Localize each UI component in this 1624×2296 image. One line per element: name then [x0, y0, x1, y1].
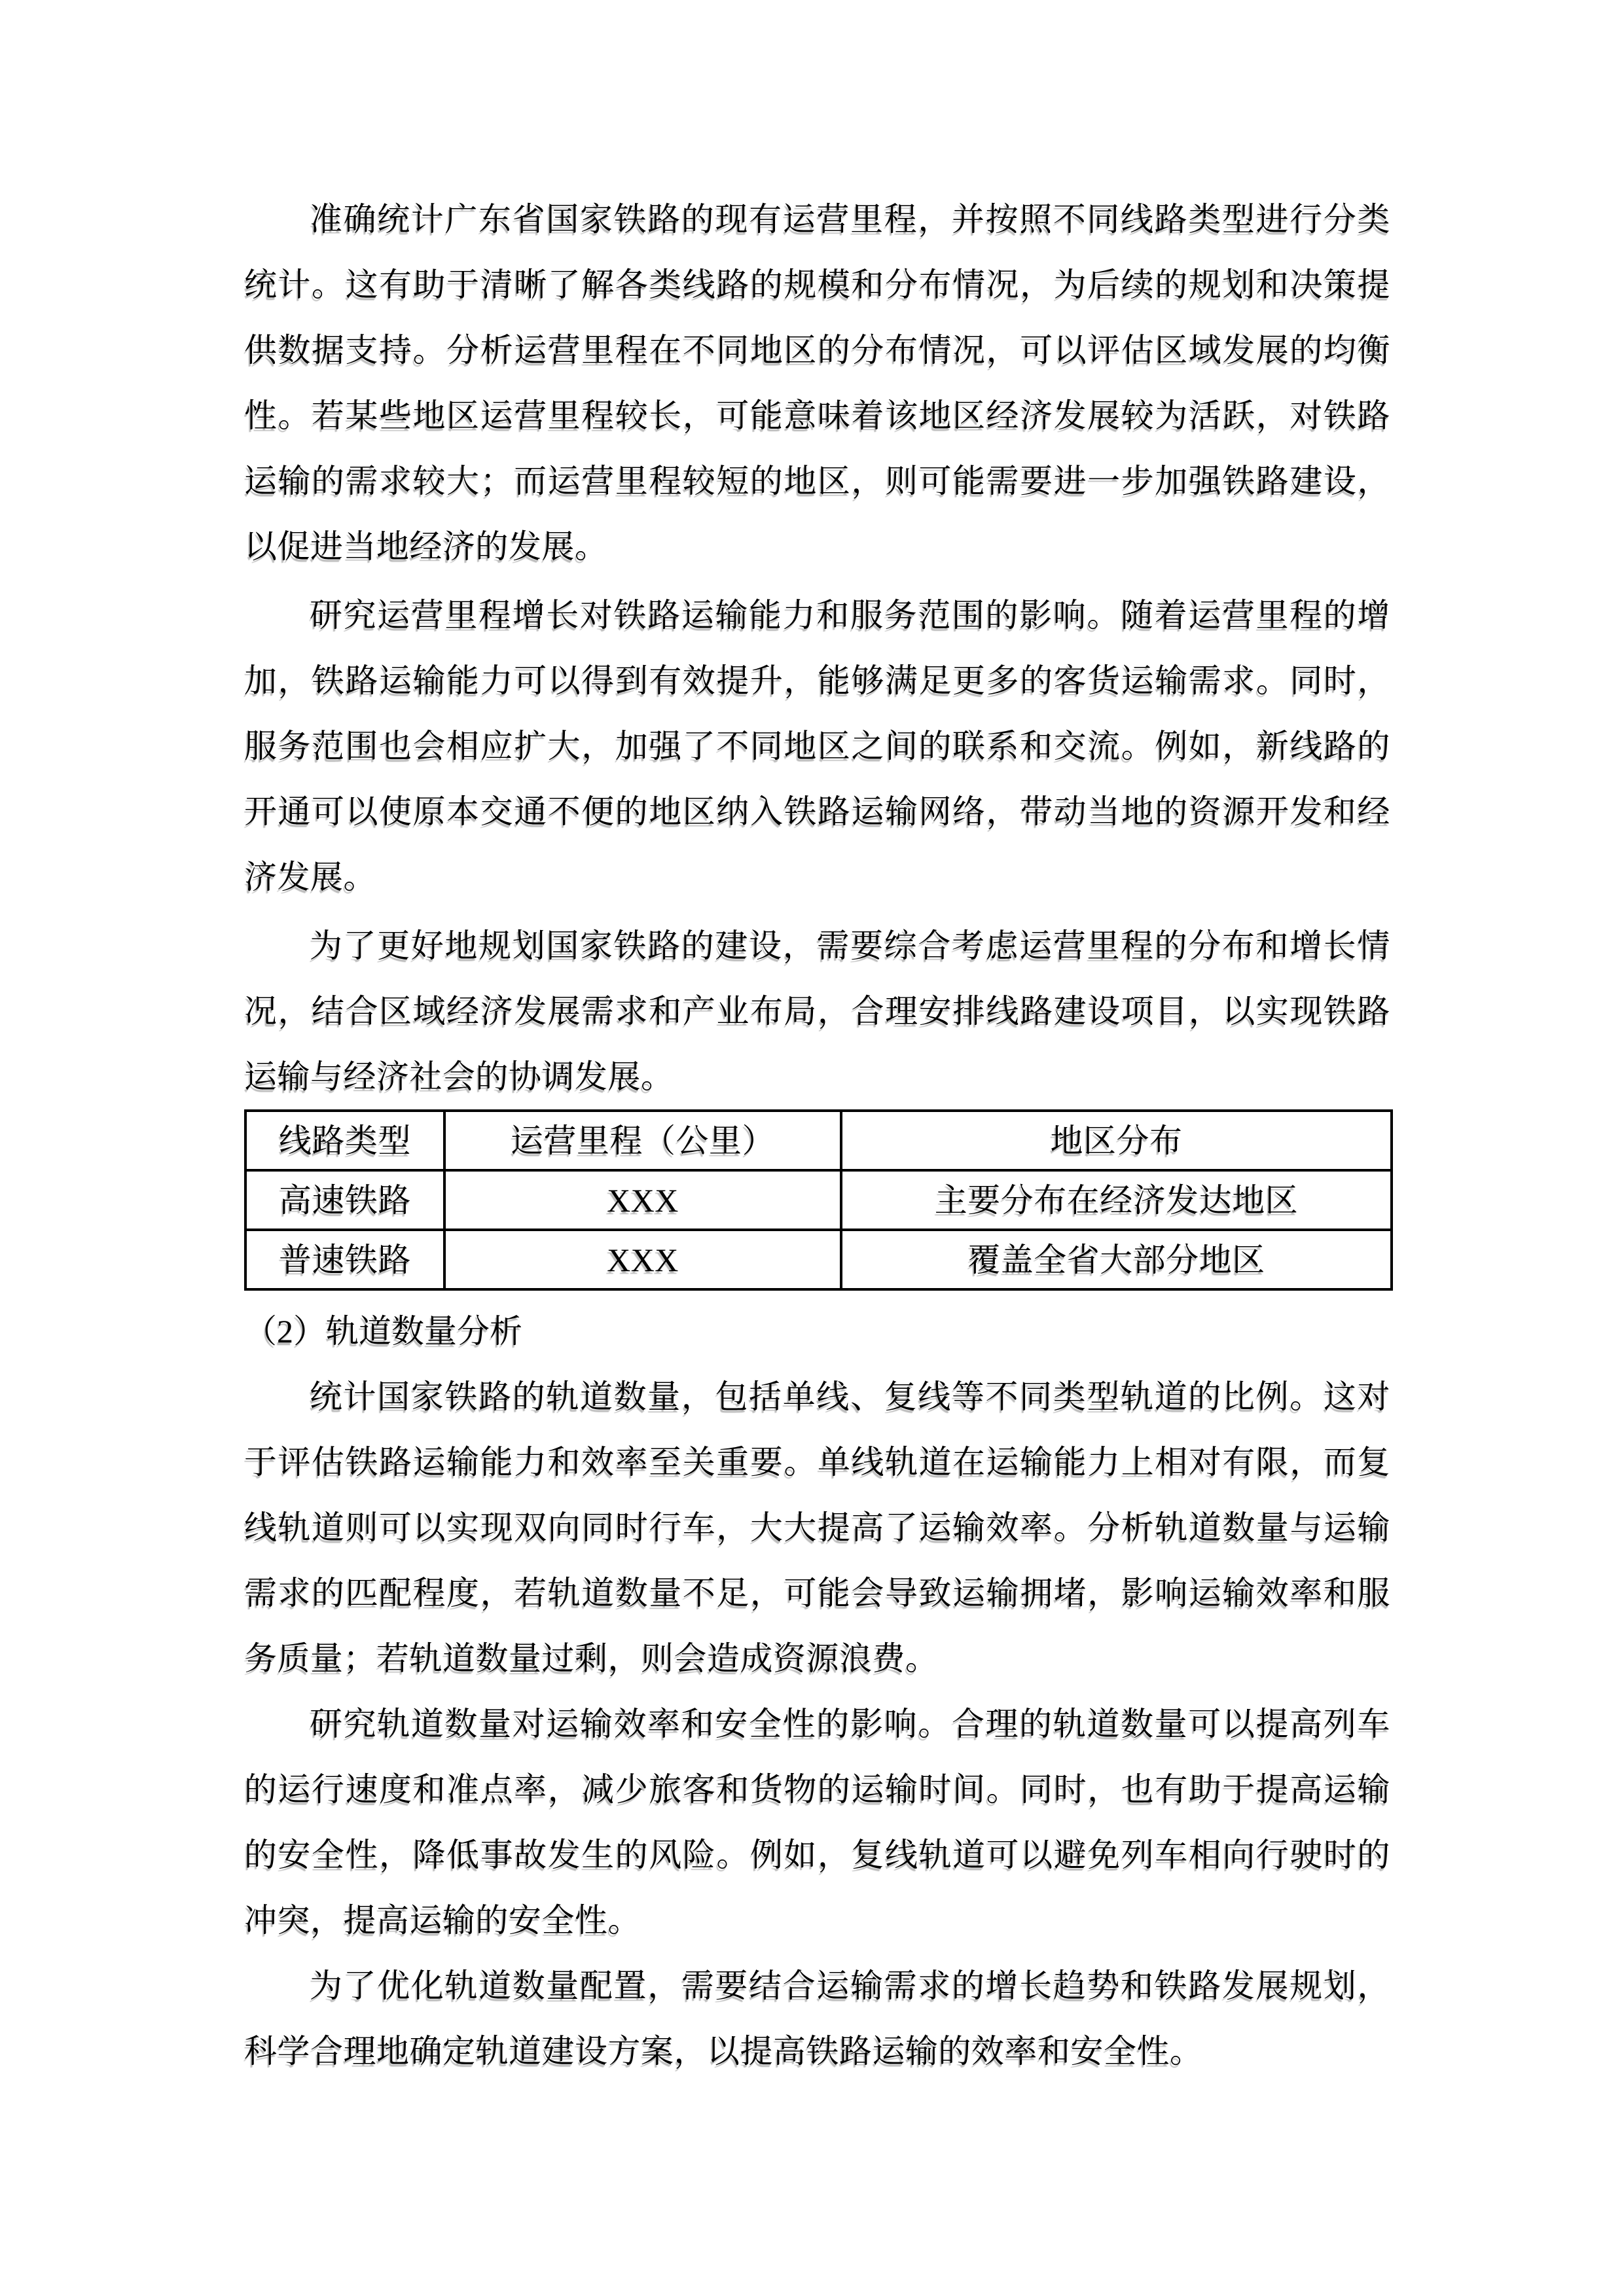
- railway-mileage-table: [244, 1109, 1393, 1291]
- paragraph-track-statistics: 统计国家铁路的轨道数量，包括单线、复线等不同类型轨道的比例。这对于评估铁路运输能力和效率至关重要。单线轨道在运输能力上相对有限，而复线轨道则可以实现双向同时行车，大大提高了运输效率。分析轨道数量与运输需求的匹配程度，若轨道数量不足，可能会导致运输拥堵，影响运输效率和服务质量；若轨道数量过剩，则会造成资源浪费。: [244, 1378, 1390, 1677]
- paragraph-track-efficiency-safety: 研究轨道数量对运输效率和安全性的影响。合理的轨道数量可以提高列车的运行速度和准点率，减少旅客和货物的运输时间。同时，也有助于提高运输的安全性，降低事故发生的风险。例如，复线轨道可以避免列车相向行驶时的冲突，提高运输的安全性。: [244, 1706, 1390, 1939]
- paragraph-track-optimization: 为了优化轨道数量配置，需要结合运输需求的增长趋势和铁路发展规划，科学合理地确定轨道建设方案，以提高铁路运输的效率和安全性。: [244, 1967, 1390, 2070]
- page-content: [244, 187, 1390, 2084]
- paragraph-mileage-growth: 研究运营里程增长对铁路运输能力和服务范围的影响。随着运营里程的增加，铁路运输能力可以得到有效提升，能够满足更多的客货运输需求。同时，服务范围也会相应扩大，加强了不同地区之间的联系和交流。例如，新线路的开通可以使原本交通不便的地区纳入铁路运输网络，带动当地的资源开发和经济发展。: [244, 597, 1390, 895]
- cell-mileage: XXX: [444, 1230, 841, 1289]
- section-heading-track-quantity: （2）轨道数量分析: [244, 1313, 522, 1350]
- table-header-line-type: 线路类型: [245, 1111, 444, 1170]
- cell-line-type: 高速铁路: [245, 1170, 444, 1230]
- table-header-distribution: 地区分布: [841, 1111, 1392, 1170]
- table-row-high-speed: [245, 1170, 1392, 1230]
- table-header-row: [245, 1111, 1392, 1170]
- cell-distribution: 覆盖全省大部分地区: [841, 1230, 1392, 1289]
- paragraph-mileage-statistics: 准确统计广东省国家铁路的现有运营里程，并按照不同线路类型进行分类统计。这有助于清晰了解各类线路的规模和分布情况，为后续的规划和决策提供数据支持。分析运营里程在不同地区的分布情况，可以评估区域发展的均衡性。若某些地区运营里程较长，可能意味着该地区经济发展较为活跃，对铁路运输的需求较大；而运营里程较短的地区，则可能需要进一步加强铁路建设，以促进当地经济的发展。: [244, 201, 1390, 565]
- cell-line-type: 普速铁路: [245, 1230, 444, 1289]
- table-row-normal-speed: [245, 1230, 1392, 1289]
- cell-distribution: 主要分布在经济发达地区: [841, 1170, 1392, 1230]
- cell-mileage: XXX: [444, 1170, 841, 1230]
- table-header-mileage: 运营里程（公里）: [444, 1111, 841, 1170]
- paragraph-planning: 为了更好地规划国家铁路的建设，需要综合考虑运营里程的分布和增长情况，结合区域经济发展需求和产业布局，合理安排线路建设项目，以实现铁路运输与经济社会的协调发展。: [244, 927, 1390, 1095]
